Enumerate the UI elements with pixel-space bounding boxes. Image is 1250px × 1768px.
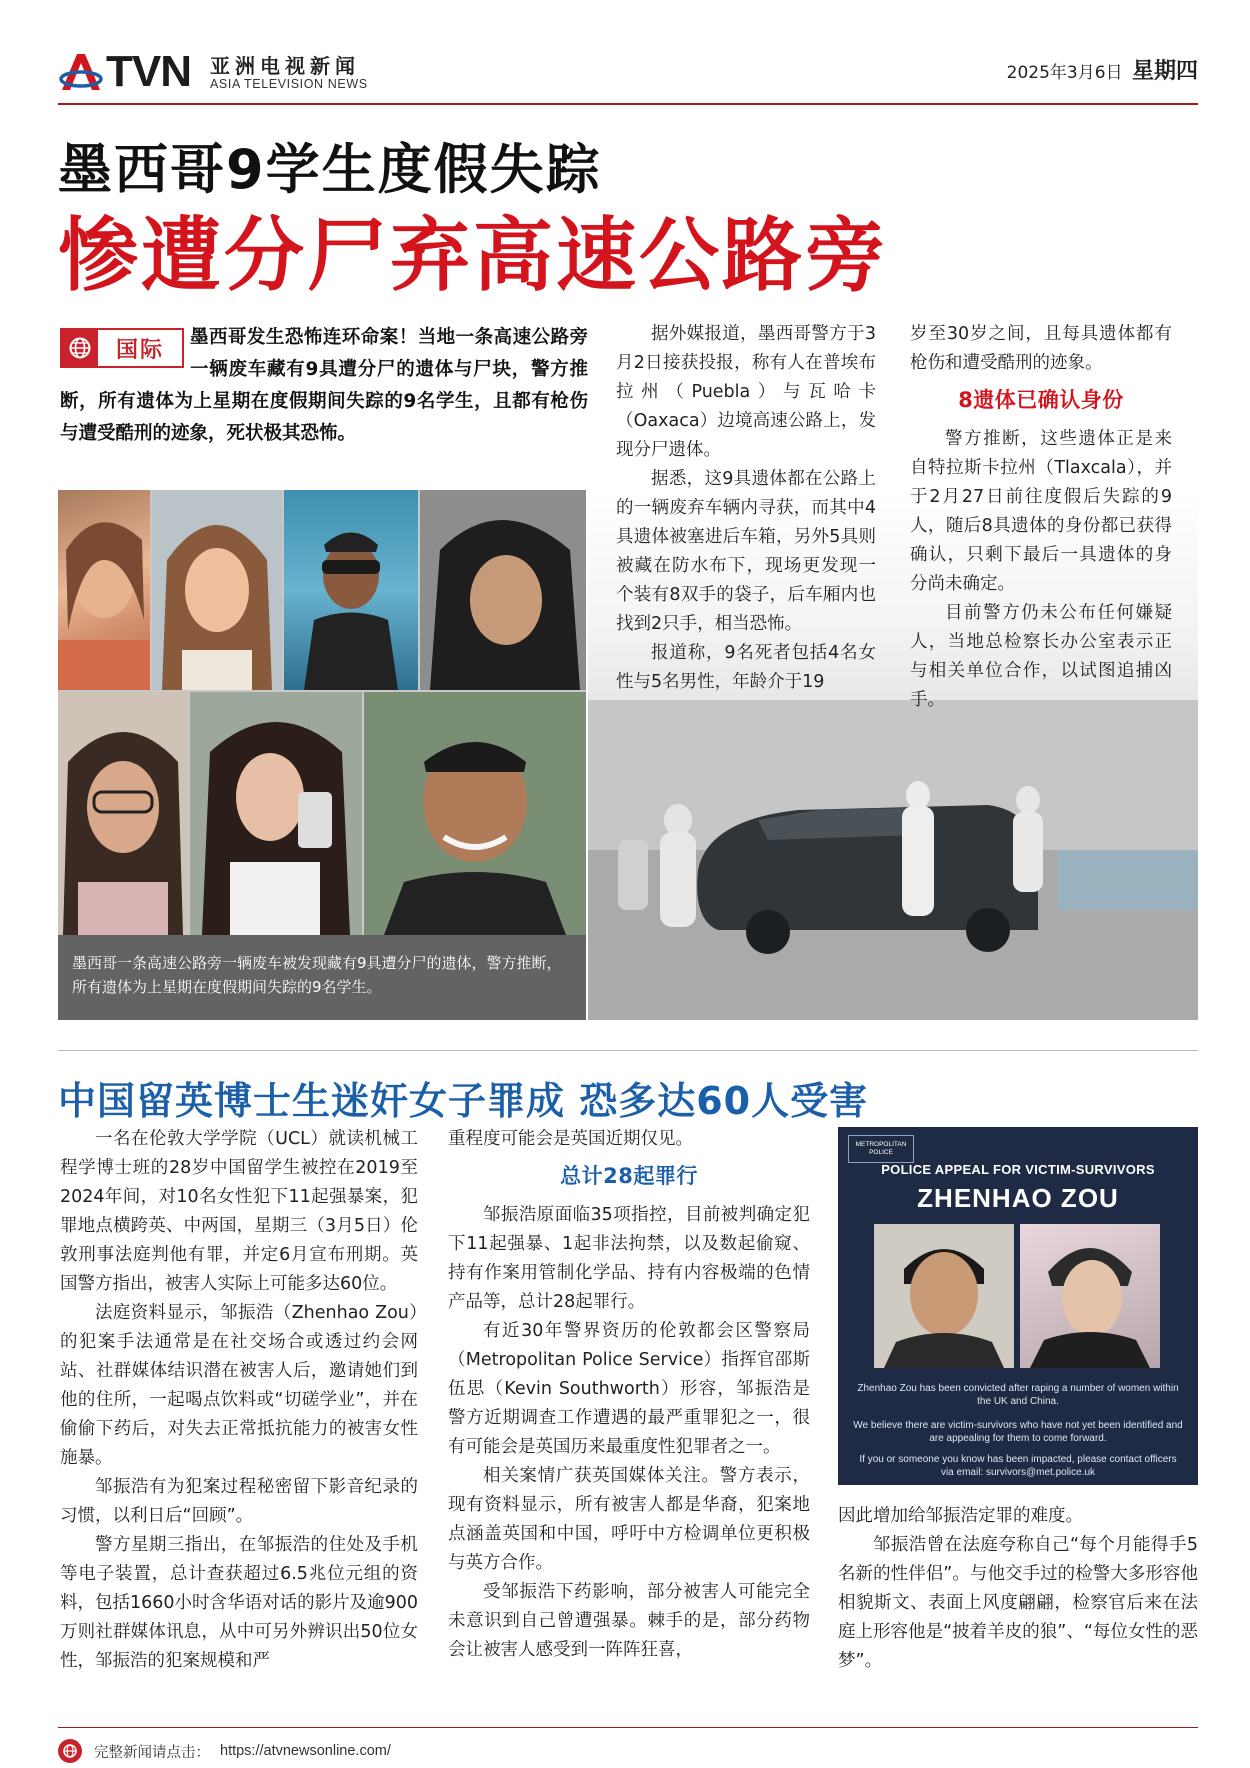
paragraph: 邹振浩曾在法庭夸称自己“每个月能得手5名新的性伴侣”。与他交手过的检警大多形容他相貌斯文、表面上风度翩翩，检察官后来在法庭上形容他是“披着羊皮的狼”、“每位女性的恶梦”。 [838, 1535, 1198, 1671]
header-divider [58, 103, 1198, 105]
crime-scene-illustration [588, 700, 1198, 1020]
paragraph: 据悉，这9具遗体都在公路上的一辆废弃车辆内寻获，而其中4具遗体被塞进后车箱，另外5具则被藏在防水布下，现场更发现一个装有8双手的袋子，后车厢内也找到2只手，相当恐怖。 [616, 469, 876, 634]
paragraph: 警方星期三指出，在邹振浩的住处及手机等电子装置，总计查获超过6.5兆位元组的资料，包括1660小时含华语对话的影片及逾900万则社群媒体讯息，从中可另外辨识出50位女性，邹振浩的犯案规模和严 [60, 1535, 418, 1671]
paragraph: 报道称，9名死者包括4名女性与5名男性，年龄介于19 [616, 643, 876, 692]
atvn-a-logo-icon [58, 50, 104, 94]
paragraph: 警方推断，这些遗体正是来自特拉斯卡拉州（Tlaxcala），并于2月27日前往度假后失踪的9人，随后8具遗体的身份都已获得确认，只剩下最后一具遗体的身分尚未确定。 [910, 429, 1172, 594]
article1-headline-line1: 墨西哥9学生度假失踪 [58, 138, 602, 201]
article1-column3 [910, 320, 1172, 715]
victim-photo [420, 490, 586, 690]
section-divider [58, 1050, 1198, 1051]
paragraph-continued: 重程度可能会是英国近期仅见。 [448, 1129, 693, 1149]
met-police-logo: METROPOLITAN POLICE [848, 1135, 914, 1163]
image-caption: 墨西哥一条高速公路旁一辆废车被发现藏有9具遭分尸的遗体，警方推断，所有遗体为上星期在度假期间失踪的9名学生。 [58, 935, 586, 1020]
paragraph-continued: 岁至30岁之间，且每具遗体都有枪伤和遭受酷刑的迹象。 [910, 324, 1172, 373]
paragraph: 有近30年警界资历的伦敦都会区警察局（Metropolitan Police Service）指挥官邵斯伍思（Kevin Southworth）形容，邹振浩是警方近期调查工作遭遇的最严重罪犯之一，很有可能会是英国历来最重度性犯罪者之一。 [448, 1321, 810, 1457]
section-badge-international[interactable] [60, 328, 184, 368]
victim-photo [152, 490, 282, 690]
article1-column2 [616, 320, 876, 697]
badge-label: 国际 [115, 337, 164, 363]
police-appeal-poster [838, 1127, 1198, 1485]
article2-headline: 中国留英博士生迷奸女子罪成 恐多达60人受害 [58, 1079, 869, 1123]
paragraph-continued: 因此增加给邹振浩定罪的难度。 [838, 1506, 1083, 1526]
paragraph: 邹振浩原面临35项指控，目前被判确定犯下11起强暴、1起非法拘禁，以及数起偷窥、持有作案用管制化学品、持有内容极端的色情产品等，总计28起罪行。 [448, 1205, 810, 1312]
suspect-photo [1020, 1224, 1160, 1368]
article2-column2 [448, 1125, 810, 1665]
poster-conviction-text: Zhenhao Zou has been convicted after raping a number of women within the UK and China. [857, 1383, 1179, 1407]
paragraph: 一名在伦敦大学学院（UCL）就读机械工程学博士班的28岁中国留学生被控在2019至2024年间，对10名女性犯下11起强暴案，犯罪地点横跨英、中两国，星期三（3月5日）伦敦刑事法庭判他有罪，并定6月宣布刑期。英国警方指出，被害人实际上可能多达60位。 [60, 1129, 418, 1294]
article1-headline-line2: 惨遭分尸弃高速公路旁 [58, 209, 888, 302]
article2-subhead: 总计28起罪行 [560, 1164, 698, 1188]
paragraph: 相关案情广获英国媒体关注。警方表示，现有资料显示，所有被害人都是华裔，犯案地点涵盖英国和中国，呼吁中方检调单位更积极与英方合作。 [448, 1466, 810, 1573]
date-text: 2025年3月6日 [1006, 63, 1123, 83]
paragraph: 邹振浩有为犯案过程秘密留下影音纪录的习惯，以利日后“回顾”。 [60, 1477, 418, 1526]
paragraph: 据外媒报道，墨西哥警方于3月2日接获投报，称有人在普埃布拉州（Puebla）与瓦哈卡（Oaxaca）边境高速公路上，发现分尸遗体。 [616, 324, 876, 460]
article2-column1 [60, 1125, 418, 1676]
victim-photo [284, 490, 418, 690]
article1-subhead: 8遗体已确认身份 [958, 388, 1124, 412]
article2-column3 [838, 1502, 1198, 1676]
article1-lead-text: 墨西哥发生恐怖连环命案！当地一条高速公路旁一辆废车藏有9具遭分尸的遗体与尸块，警方推断，所有遗体为上星期在度假期间失踪的9名学生，且都有枪伤与遭受酷刑的迹象，死状极其恐怖。 [60, 327, 588, 444]
poster-contact-text: If you or someone you know has been impacted, please contact officers via email: survivors@met.police.uk [859, 1454, 1177, 1478]
logo-word: TVN [106, 47, 191, 96]
logo-english-name: ASIA TELEVISION NEWS [210, 77, 368, 91]
paragraph: 法庭资料显示，邹振浩（Zhenhao Zou）的犯案手法通常是在社交场合或透过约会网站、社群媒体结识潜在被害人后，邀请她们到他的住所，一起喝点饮料或“切磋学业”，并在偷偷下药后，对失去正常抵抗能力的被害女性施暴。 [60, 1303, 418, 1468]
victim-photo [58, 692, 188, 935]
footer-label: 完整新闻请点击： [94, 1744, 210, 1761]
poster-appeal-text: We believe there are victim-survivors who have not yet been identified and are appealing for them to come forward. [853, 1420, 1183, 1444]
poster-appeal-title: POLICE APPEAL FOR VICTIM-SURVIVORS [881, 1162, 1155, 1177]
crime-scene-photo [588, 700, 1198, 1020]
logo-chinese-name: 亚洲电视新闻 [210, 54, 360, 78]
suspect-photo [874, 1224, 1014, 1368]
victim-photo [364, 692, 586, 935]
footer [58, 1738, 391, 1764]
issue-date [1007, 54, 1198, 85]
victim-photo [58, 490, 150, 690]
paragraph: 受邹振浩下药影响，部分被害人可能完全未意识到自己曾遭强暴。棘手的是，部分药物会让被害人感受到一阵阵狂喜， [448, 1582, 810, 1660]
atvn-footer-icon [58, 1739, 82, 1763]
footer-divider [58, 1727, 1198, 1728]
masthead [58, 48, 1198, 98]
weekday-text: 星期四 [1131, 59, 1198, 84]
victim-photo [190, 692, 362, 935]
atvn-logo[interactable] [58, 47, 191, 96]
poster-suspect-name: ZHENHAO ZOU [917, 1183, 1119, 1213]
globe-icon [62, 330, 98, 366]
footer-url-link[interactable]: https://atvnewsonline.com/ [220, 1743, 391, 1759]
paragraph: 目前警方仍未公布任何嫌疑人，当地总检察长办公室表示正与相关单位合作，以试图追捕凶手。 [910, 603, 1172, 710]
